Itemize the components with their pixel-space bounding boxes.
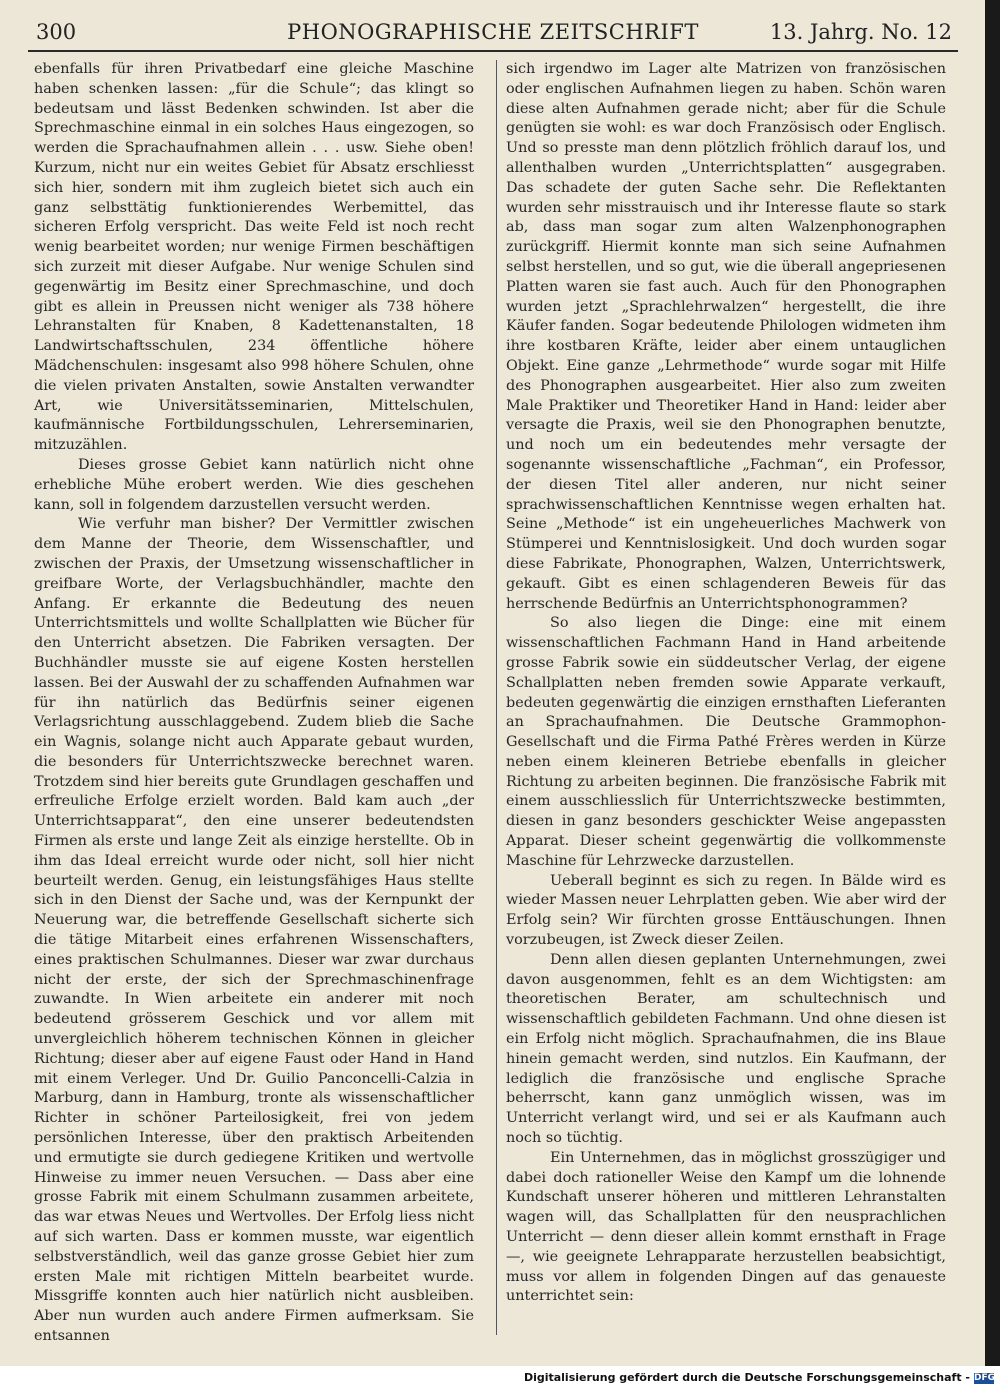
column-divider (496, 60, 497, 1335)
issue-label: 13. Jahrg. No. 12 (769, 20, 952, 44)
running-header (28, 14, 958, 52)
paragraph: Denn allen diesen geplanten Unternehmungen, zwei davon ausgenommen, fehlt es an dem Wichtigsten: am theoretischen Berater, am schultechnisch und wissenschaftlich gebildeten Fachmann. Und ohne diesen ist ein Erfolg nicht möglich. Sprachaufnahmen, die ins Blaue hinein gemacht werden, sind nutzlos. Ein Kaufmann, der lediglich die französische und englische Sprache beherrscht, kann ganz unmöglich wissen, was im Unterricht verlangt wird, und sei er als Kaufmann auch noch so tüchtig. (506, 951, 946, 1147)
scan-border (985, 0, 1000, 1366)
paragraph: ebenfalls für ihren Privatbedarf eine gleiche Maschine haben schenken lassen: „für die Schule“; das klingt so bedeutsam und lässt Bedenken schwinden. Ist aber die Sprechmaschine einmal in ein solches Haus eingezogen, so werden die Sprachaufnahmen allein . . . usw. Siehe oben! Kurzum, nicht nur ein weites Gebiet für Absatz erschliesst sich hier, sondern mit ihm zugleich bietet sich auch ein ganz selbsttätig funktionierendes Werbemittel, das sicheren Erfolg verspricht. Das weite Feld ist noch recht wenig bearbeitet worden; nur wenige Firmen beschäftigen sich zurzeit mit dieser Aufgabe. Nur wenige Schulen sind gegenwärtig im Besitz einer Sprechmaschine, und doch gibt es allein in Preussen nicht weniger als 738 höhere Lehranstalten für Knaben, 8 Kadettenanstalten, 18 Landwirtschaftsschulen, 234 öffentliche höhere Mädchenschulen: insgesamt also 998 höhere Schulen, ohne die vielen privaten Anstalten, sowie Anstalten verwandter Art, wie Universitätsseminarien, Mittelschulen, kaufmännische Fortbildungsschulen, Lehrerseminarien, mitzuzählen. (34, 61, 474, 454)
page-number: 300 (36, 20, 77, 44)
paragraph: Ein Unternehmen, das in möglichst grosszügiger und dabei doch rationeller Weise den Kampf um die lohnende Kundschaft unserer höheren und mittleren Lehranstalten wagen will, das Schallplatten für den neusprachlichen Unterricht — denn dieser allein kommt ernsthaft in Frage —, wie geeignete Lehrapparate herzustellen beabsichtigt, muss vor allem in folgenden Dingen auf das genaueste unterrichtet sein: (506, 1149, 946, 1305)
journal-title: PHONOGRAPHISCHE ZEITSCHRIFT (287, 20, 699, 44)
left-column (34, 60, 474, 1344)
funding-note: Digitalisierung gefördert durch die Deutsche Forschungsgemeinschaft - (523, 1371, 970, 1384)
paragraph: Wie verfuhr man bisher? Der Vermittler zwischen dem Manne der Theorie, dem Wissenschaftler, und zwischen der Praxis, der Umsetzung wissenschaftlicher in greifbare Worte, der Verlagsbuchhändler, machte den Anfang. Er erkannte die Bedeutung des neuen Unterrichtsmittels und wollte Schallplatten wie Bücher für den Unterricht absetzen. Die Fabriken versagten. Der Buchhändler musste sie auf eigene Kosten herstellen lassen. Bei der Auswahl der zu schaffenden Aufnahmen war für ihn natürlich das Bedürfnis seiner eigenen Verlagsrichtung ausschlaggebend. Zudem blieb die Sache ein Wagnis, solange nicht auch Apparate gebaut wurden, die besonders für Unterrichtszwecke berechnet waren. Trotzdem sind hier bereits gute Grundlagen geschaffen und erfreuliche Erfolge erzielt worden. Bald kam auch „der Unterrichtsapparat“, den eine unserer bedeutendsten Firmen als erste und lange Zeit als einzige herstellte. Ob in ihm das Ideal erreicht wurde oder nicht, soll hier nicht beurteilt werden. Genug, ein leistungsfähiges Haus stellte sich in den Dienst der Sache und, was der Kernpunkt der Neuerung war, die betreffende Gesellschaft sicherte sich die tätige Mitarbeit eines erfahrenen Wissenschafters, eines praktischen Schulmannes. Dieser war zwar durchaus nicht der erste, der sich der Sprechmaschinenfrage zuwandte. In Wien arbeitete ein anderer mit noch bedeutend grösserem Geschick und vor allem mit unvergleichlich höherem technischen Können in gleicher Richtung; dieser aber auf eigene Faust oder Hand in Hand mit einem Verleger. Und Dr. Guilio Panconcelli-Calzia in Marburg, dann in Hamburg, tronte als wissenschaftlicher Richter in schöner Parteilosigkeit, frei von jedem persönlichen Interesse, über den praktisch Arbeitenden und ermutigte sie durch gediegene Kritiken und wertvolle Hinweise zu immer neuen Versuchen. — Dass aber eine grosse Fabrik mit einem Schulmann zusammen arbeitete, das war etwas Neues und Wertvolles. Der Erfolg liess nicht auf sich warten. Dass er kommen musste, war eigentlich selbstverständlich, weil das ganze grosse Gebiet hier zum ersten Male mit richtigen Mitteln bearbeitet wurde. Missgriffe konnten auch hier natürlich nicht ausbleiben. Aber nun wurden auch andere Firmen aufmerksam. Sie entsannen (34, 516, 474, 1344)
right-column (506, 60, 946, 1335)
dfg-logo-icon: DFG (974, 1373, 996, 1383)
digitization-footer (0, 1366, 1000, 1391)
paragraph: sich irgendwo im Lager alte Matrizen von französischen oder englischen Aufnahmen liegen zu haben. Schön waren diese alten Aufnahmen gerade nicht; aber für die Schule genügten sie wohl: es war doch Französisch oder Englisch. Und so presste man denn plötzlich fröhlich darauf los, und allenthalben wurden „Unterrichtsplatten“ ausgegraben. Das schadete der guten Sache sehr. Die Reflektanten wurden sehr misstrauisch und ihr Interesse flaute so stark ab, dass man sogar zum alten Walzenphonographen zurückgriff. Hiermit konnte man sich seine Aufnahmen selbst herstellen, und so gut, wie die überall angepriesenen Platten waren sie fast auch. Auch für den Phonographen wurden jetzt „Sprachlehrwalzen“ hergestellt, die ihre Käufer fanden. Sogar bedeutende Philologen widmeten ihm ihre kostbaren Kräfte, leider aber einem untauglichen Objekt. Eine ganze „Lehrmethode“ wurde sogar mit Hilfe des Phonographen ausgearbeitet. Hier also zum zweiten Male Praktiker und Theoretiker Hand in Hand: leider aber versagte die Praxis, weil sie den Phonographen benutzte, und noch um ein bedeutendes mehr versagte der sogenannte wissenschaftliche „Fachman“, ein Professor, der diesen Titel aller anderen, nur nicht seiner sprachwissenschaftlichen Kenntnisse wegen erhalten hat. Seine „Methode“ ist ein ungeheuerliches Machwerk von Stümperei und Kenntnislosigkeit. Und doch wurden sogar diese Fabrikate, Phonographen, Walzen, Unterrichtswerk, gekauft. Gibt es einen schlagenderen Beweis für das herrschende Bedürfnis an Unterrichtsphonogrammen? (506, 61, 946, 612)
paragraph: Ueberall beginnt es sich zu regen. In Bälde wird es wieder Massen neuer Lehrplatten geben. Wie aber wird der Erfolg sein? Wir fürchten grosse Enttäuschungen. Ihnen vorzubeugen, ist Zweck dieser Zeilen. (506, 872, 946, 949)
paragraph: Dieses grosse Gebiet kann natürlich nicht ohne erhebliche Mühe erobert werden. Wie dies geschehen kann, soll in folgendem darzustellen versucht werden. (34, 456, 474, 513)
paragraph: So also liegen die Dinge: eine mit einem wissenschaftlichen Fachmann Hand in Hand arbeitende grosse Fabrik sowie ein süddeutscher Verlag, der eigene Schallplatten neben fremden sowie Apparate verkauft, bedeuten gegenwärtig die einzigen ernsthaften Lieferanten an Sprachaufnahmen. Die Deutsche Grammophon-Gesellschaft und die Firma Pathé Frères werden in Kürze neben einem kleineren Betriebe ebenfalls in gleicher Richtung zu arbeiten beginnen. Die französische Fabrik mit einem ausschliesslich für Unterrichtszwecke bestimmten, diesen in ganz besonders geschickter Weise angepassten Apparat. Dieser scheint gegenwärtig die vollkommenste Maschine für Lehrzwecke darzustellen. (506, 615, 946, 869)
